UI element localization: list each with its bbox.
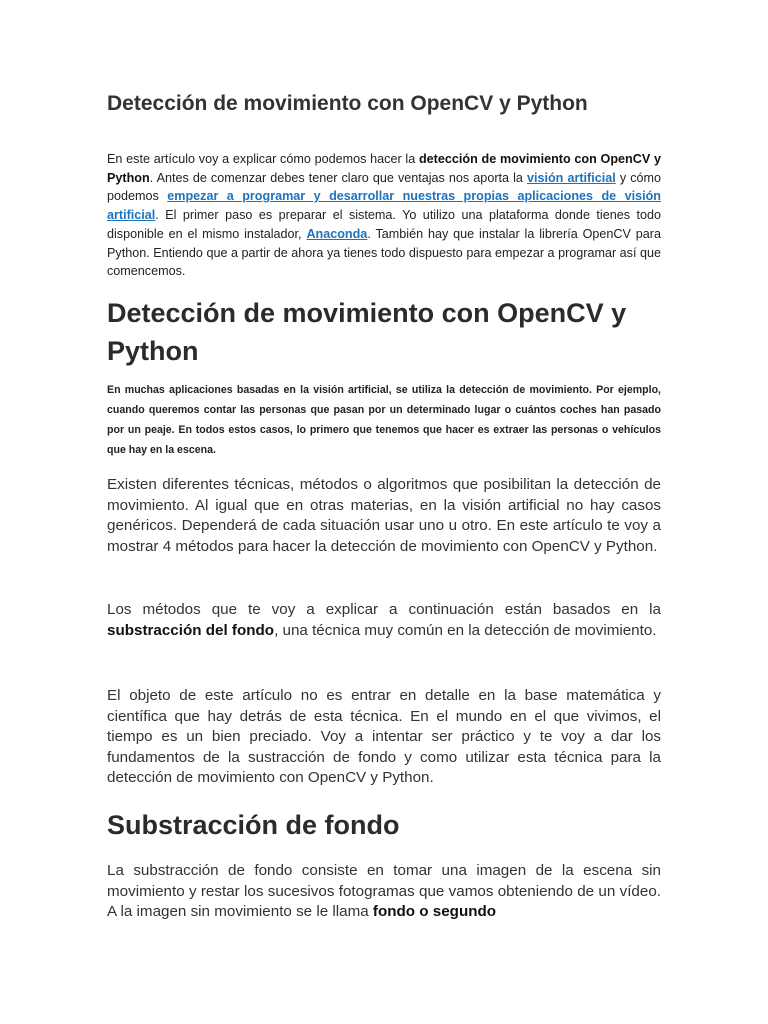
paragraph-techniques: Existen diferentes técnicas, métodos o algoritmos que posibilitan la detección de movimiento. Al igual que en otras materias, en la visión artificial no hay casos genéricos. Dependerá de cada situación usar uno u otro. En este artículo te voy a mostrar 4 métodos para hacer la detección de movimiento con OpenCV y Python. <box>107 476 661 555</box>
intro-paragraph <box>107 150 661 281</box>
para-bold: substracción del fondo <box>107 621 275 639</box>
section-heading: Detección de movimiento con OpenCV y Python <box>107 298 627 366</box>
para-text: , una técnica muy común en la detección de movimiento. <box>274 621 657 639</box>
bold-paragraph: En muchas aplicaciones basadas en la visión artificial, se utiliza la detección de movimiento. Por ejemplo, cuando queremos contar las personas que pasan por un determinado lugar o cuántos coches han pasado por un peaje. En todos estos casos, lo primero que tenemos que hacer es extraer las personas o vehículos que hay en la escena. <box>107 384 661 456</box>
para-text: La substracción de fondo consiste en tomar una imagen de la escena sin movimiento y restar los sucesivos fotogramas que vamos obteniendo de un vídeo. A la imagen sin movimiento se le llama <box>107 862 661 921</box>
intro-text: En este artículo voy a explicar cómo podemos hacer la <box>107 152 419 166</box>
programar-link[interactable]: empezar a programar y desarrollar nuestras propias aplicaciones de visión artificial <box>107 189 661 223</box>
intro-text: . También hay que instalar la librería OpenCV para Python. Entiendo que a partir de ahora ya tienes todo dispuesto para empezar a programar así que comencemos. <box>107 226 661 279</box>
anaconda-link[interactable]: Anaconda <box>306 226 368 241</box>
paragraph-methods <box>107 600 661 641</box>
vision-artificial-link[interactable]: visión artificial <box>526 170 616 185</box>
paragraph-substraccion <box>107 861 661 923</box>
intro-text: . Antes de comenzar debes tener claro que ventajas nos aporta la <box>149 170 527 185</box>
intro-bold: detección de movimiento con OpenCV y Python <box>107 152 661 185</box>
intro-text: y cómo podemos <box>107 170 661 204</box>
intro-text: . El primer paso es preparar el sistema. Yo utilizo una plataforma donde tienes todo disponible en el mismo instalador, <box>107 208 661 241</box>
section-heading-substraccion: Substracción de fondo <box>107 810 400 840</box>
paragraph-objective: El objeto de este artículo no es entrar en detalle en la base matemática y científica que hay detrás de esta técnica. En el mundo en el que vivimos, el tiempo es un bien preciado. Voy a intentar ser práctico y te voy a dar los fundamentos de la sustracción de fondo y como utilizar esta técnica para la detección de movimiento con OpenCV y Python. <box>107 687 661 787</box>
para-bold: fondo o segundo <box>372 903 497 921</box>
article-title: Detección de movimiento con OpenCV y Python <box>107 92 588 115</box>
para-text: Los métodos que te voy a explicar a continuación están basados en la <box>107 601 661 618</box>
